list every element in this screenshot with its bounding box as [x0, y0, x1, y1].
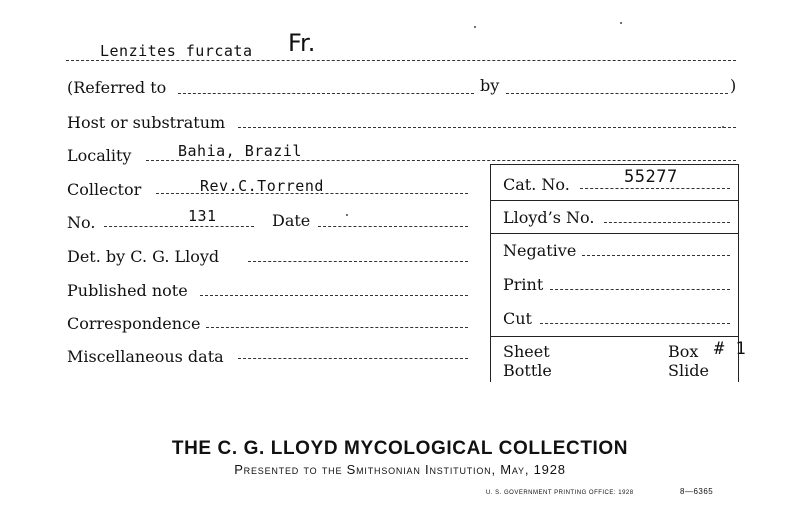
cut-label: Cut: [503, 309, 532, 328]
locality-label: Locality: [67, 146, 132, 165]
misc-label: Miscellaneous data: [67, 347, 224, 366]
slide-label: Slide: [668, 361, 709, 380]
date-label: Date: [272, 211, 311, 230]
collection-title: THE C. G. LLOYD MYCOLOGICAL COLLECTION: [171, 438, 629, 459]
no-value: 131: [188, 207, 217, 225]
locality-value: Bahia, Brazil: [178, 142, 302, 160]
correspondence-line: [206, 327, 468, 328]
published-line: [200, 295, 468, 296]
negative-label: Negative: [503, 241, 577, 260]
printer-imprint: U. S. GOVERNMENT PRINTING OFFICE: 1928: [486, 490, 634, 496]
host-label: Host or substratum: [67, 113, 226, 132]
misc-line: [238, 358, 468, 359]
published-label: Published note: [67, 281, 188, 300]
referred-to-label: (Referred to: [67, 78, 167, 97]
cat-no-label: Cat. No.: [503, 175, 570, 194]
form-number: 8—6365: [680, 487, 714, 496]
species-typed: Lenzites furcata: [100, 42, 253, 60]
cut-line: [540, 323, 730, 324]
print-line: [550, 289, 730, 290]
locality-line: [146, 160, 736, 161]
side-box-left-border: [490, 164, 491, 382]
by-label: by: [480, 76, 500, 95]
cat-no-line: [580, 188, 730, 189]
species-line: [66, 60, 736, 61]
sheet-label: Sheet: [503, 342, 550, 361]
side-box-divider-1: [490, 200, 738, 201]
scan-speck: [346, 214, 348, 216]
close-paren: ): [730, 76, 737, 95]
species-handwritten: Fr.: [288, 29, 316, 57]
side-box-top-border: [490, 164, 738, 165]
bottle-label: Bottle: [503, 361, 552, 380]
no-label: No.: [67, 213, 96, 232]
negative-line: [582, 255, 730, 256]
side-box-divider-3: [490, 336, 738, 337]
collection-subtitle: [0, 462, 800, 477]
correspondence-label: Correspondence: [67, 314, 201, 333]
collector-value: Rev.C.Torrend: [200, 177, 324, 195]
scan-speck: [474, 26, 476, 28]
scan-speck: [620, 22, 622, 24]
side-box-divider-2: [490, 233, 738, 234]
scan-speck: [722, 126, 724, 128]
date-line: [318, 226, 468, 227]
det-label: Det. by C. G. Lloyd: [67, 247, 220, 266]
lloyds-no-line: [604, 222, 730, 223]
collection-subtitle-text: Presented to the Smithsonian Institution, May, 1928: [234, 462, 566, 477]
cat-no-value: 55277: [624, 167, 678, 187]
referred-to-line: [178, 93, 474, 94]
box-value: # 1: [714, 339, 747, 359]
lloyds-no-label: Lloyd’s No.: [503, 208, 595, 227]
collector-label: Collector: [67, 180, 142, 199]
det-line: [248, 261, 468, 262]
by-line: [506, 93, 728, 94]
no-line: [104, 226, 254, 227]
host-line: [238, 127, 736, 128]
box-label: Box: [668, 342, 699, 361]
print-label: Print: [503, 275, 544, 294]
